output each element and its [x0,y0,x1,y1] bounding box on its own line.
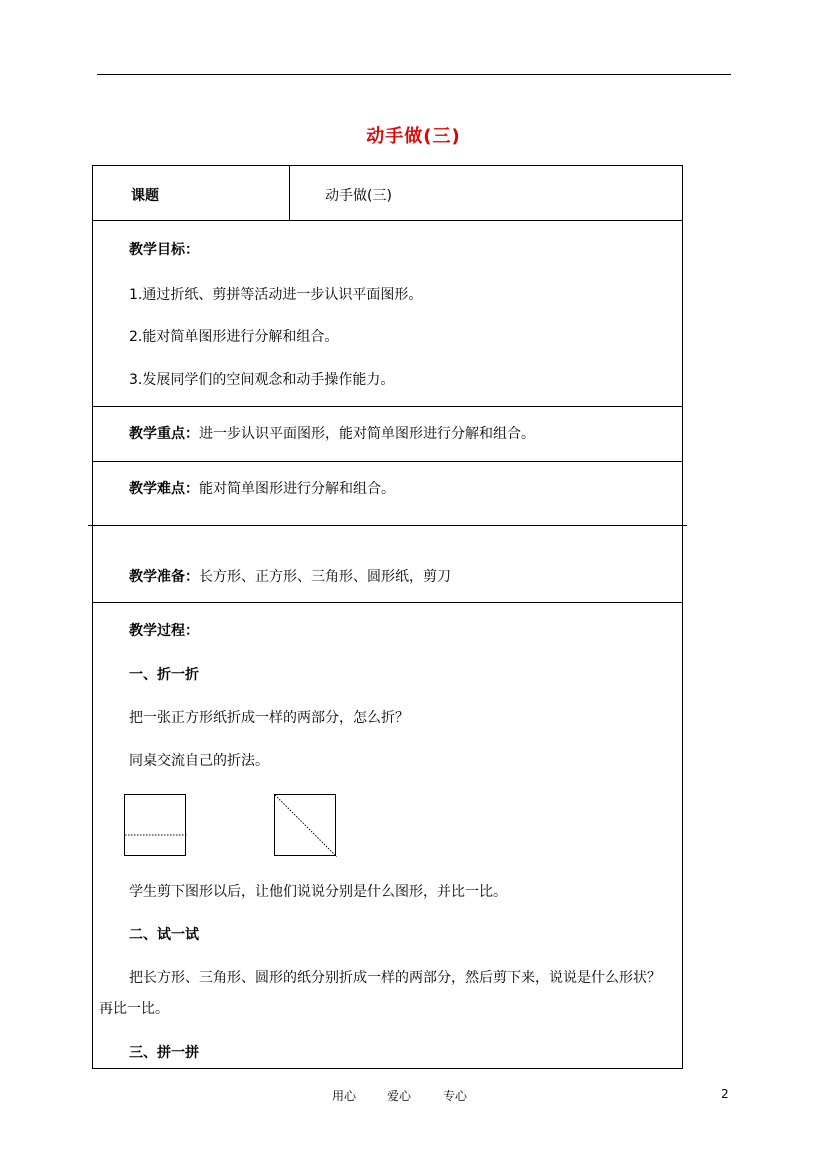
topic-divider [289,166,290,220]
paragraph: 把长方形、三角形、圆形的纸分别折成一样的两部分，然后剪下来，说说是什么形状？ [129,970,661,986]
topic-value: 动手做(三) [325,188,392,204]
preparation-text: 长方形、正方形、三角形、圆形纸，剪刀 [199,569,451,585]
preparation-label: 教学准备： [129,569,199,585]
row-divider [93,461,682,462]
diagonal-fold-line [275,795,337,857]
preparation-row [129,566,451,586]
square-fold-diagonal-diagram [274,794,336,856]
row-divider [93,406,682,407]
footer-item: 爱心 [387,1089,412,1103]
row-divider [93,220,682,221]
key-point-text: 进一步认识平面图形，能对简单图形进行分解和组合。 [199,426,535,442]
difficulty-text: 能对简单图形进行分解和组合。 [199,481,395,497]
objective-item: 3.发展同学们的空间观念和动手操作能力。 [129,372,395,388]
objective-item: 2.能对简单图形进行分解和组合。 [129,329,339,345]
square-fold-horizontal-diagram [124,794,186,856]
objective-item: 1.通过折纸、剪拼等活动进一步认识平面图形。 [129,287,423,303]
footer-item: 专心 [443,1089,468,1103]
section-title: 二、试一试 [129,927,199,943]
difficulty-label: 教学难点： [129,481,199,497]
key-point-row [129,423,535,443]
process-heading: 教学过程： [129,623,199,639]
page-number: 2 [721,1087,729,1101]
paragraph: 把一张正方形纸折成一样的两部分，怎么折？ [129,710,409,726]
paragraph: 学生剪下图形以后，让他们说说分别是什么图形，并比一比。 [129,884,507,900]
header-rule [97,74,731,75]
difficulty-row [129,478,395,498]
section-title: 一、折一折 [129,667,199,683]
objectives-heading: 教学目标： [129,242,199,258]
topic-label: 课题 [131,188,159,204]
row-divider-wide [88,525,687,526]
page-title: 动手做(三) [366,126,461,147]
horizontal-fold-line [125,795,187,857]
paragraph: 同桌交流自己的折法。 [129,753,269,769]
paragraph-continuation: 再比一比。 [99,1001,169,1017]
section-title: 三、拼一拼 [129,1045,199,1061]
footer-item: 用心 [332,1089,357,1103]
key-point-label: 教学重点： [129,426,199,442]
row-divider [93,602,682,603]
